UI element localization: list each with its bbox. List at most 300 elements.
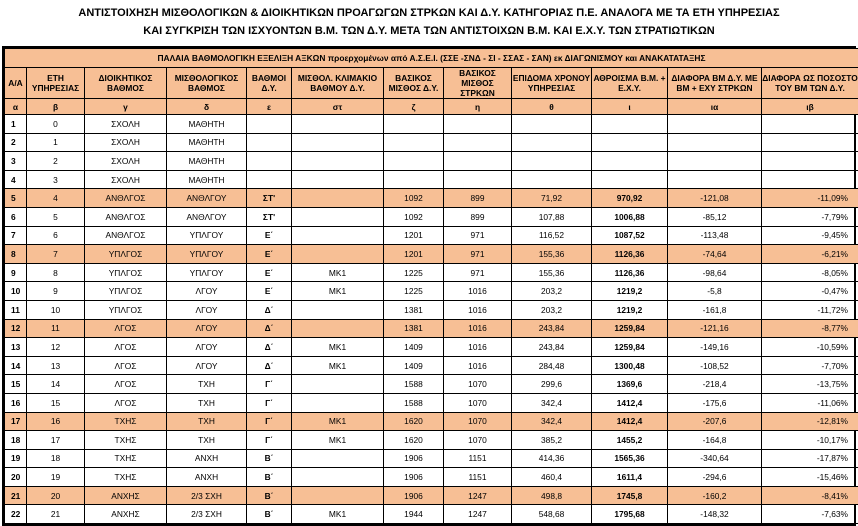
civil-base-salary-cell: 1092: [384, 189, 444, 208]
service-allowance-cell: [512, 133, 592, 152]
civil-grade-cell: Β΄: [247, 449, 292, 468]
pay-rank-cell: ΤΧΗ: [167, 393, 247, 412]
row-number-cell: 3: [5, 152, 27, 171]
military-base-salary-cell: 971: [444, 263, 512, 282]
service-allowance-cell: 548,68: [512, 505, 592, 524]
pay-rank-cell: ΥΠΛΓΟΥ: [167, 263, 247, 282]
civil-grade-cell: [247, 133, 292, 152]
civil-grade-cell: [247, 115, 292, 134]
civil-grade-cell: Γ΄: [247, 412, 292, 431]
row-number-cell: 1: [5, 115, 27, 134]
difference-percent-cell: -0,47%: [762, 282, 858, 301]
sum-cell: [592, 115, 668, 134]
difference-percent-cell: -9,45%: [762, 226, 858, 245]
civil-base-salary-cell: 1409: [384, 338, 444, 357]
military-base-salary-cell: 1151: [444, 468, 512, 487]
row-number-cell: 21: [5, 486, 27, 505]
table-banner: ΠΑΛΑΙΑ ΒΑΘΜΟΛΟΓΙΚΗ ΕΞΕΛΙΞΗ ΑΞΚΩΝ προερχομένων από Α.Σ.Ε.Ι. (ΣΣΕ -ΣΝΔ - ΣΙ - ΣΣΑΣ - ΣΑΝ) εκ ΔΙΑΓΩΝΙΣΜΟΥ και ΑΝΑΚΑΤΑΤΑΞΗΣ: [5, 49, 858, 68]
sum-cell: 1745,8: [592, 486, 668, 505]
civil-grade-cell: Ε΄: [247, 282, 292, 301]
military-base-salary-cell: 1016: [444, 338, 512, 357]
service-allowance-cell: 299,6: [512, 375, 592, 394]
header-row: [5, 68, 858, 99]
row-number-cell: 11: [5, 300, 27, 319]
column-letter: ε: [247, 99, 292, 115]
military-base-salary-cell: 1070: [444, 375, 512, 394]
sum-cell: 1795,68: [592, 505, 668, 524]
row-number-cell: 22: [5, 505, 27, 524]
header-cell: ΒΑΣΙΚΟΣ ΜΙΣΘΟΣ Δ.Υ.: [384, 68, 444, 99]
civil-base-salary-cell: 1588: [384, 375, 444, 394]
civil-grade-cell: ΣΤ': [247, 207, 292, 226]
military-base-salary-cell: 1247: [444, 486, 512, 505]
difference-cell: -164,8: [668, 431, 762, 450]
difference-cell: -121,16: [668, 319, 762, 338]
service-allowance-cell: 414,36: [512, 449, 592, 468]
service-allowance-cell: [512, 170, 592, 189]
pay-step-cell: [292, 375, 384, 394]
civil-grade-cell: Δ΄: [247, 319, 292, 338]
sum-cell: 1126,36: [592, 263, 668, 282]
civil-base-salary-cell: 1225: [384, 263, 444, 282]
pay-step-cell: [292, 300, 384, 319]
pay-step-cell: ΜΚ1: [292, 263, 384, 282]
years-cell: 11: [27, 319, 85, 338]
service-allowance-cell: 243,84: [512, 319, 592, 338]
column-letter: ια: [668, 99, 762, 115]
difference-percent-cell: -8,41%: [762, 486, 858, 505]
difference-cell: -149,16: [668, 338, 762, 357]
admin-rank-cell: ΥΠΛΓΟΣ: [85, 282, 167, 301]
header-cell: ΜΙΣΘΟΛ. ΚΛΙΜΑΚΙΟ ΒΑΘΜΟΥ Δ.Υ.: [292, 68, 384, 99]
difference-percent-cell: -7,79%: [762, 207, 858, 226]
column-letter: στ: [292, 99, 384, 115]
civil-base-salary-cell: 1201: [384, 226, 444, 245]
row-number-cell: 15: [5, 375, 27, 394]
military-base-salary-cell: 1016: [444, 356, 512, 375]
difference-percent-cell: -11,72%: [762, 300, 858, 319]
difference-percent-cell: -8,05%: [762, 263, 858, 282]
difference-cell: -340,64: [668, 449, 762, 468]
civil-grade-cell: Ε΄: [247, 245, 292, 264]
civil-base-salary-cell: 1620: [384, 431, 444, 450]
civil-base-salary-cell: 1906: [384, 486, 444, 505]
service-allowance-cell: 203,2: [512, 282, 592, 301]
header-cell: ΔΙΑΦΟΡΑ ΩΣ ΠΟΣΟΣΤΟ ΤΟΥ ΒΜ ΤΩΝ Δ.Υ.: [762, 68, 858, 99]
pay-step-cell: [292, 170, 384, 189]
pay-step-cell: [292, 226, 384, 245]
pay-step-cell: [292, 115, 384, 134]
military-base-salary-cell: 971: [444, 226, 512, 245]
row-number-cell: 16: [5, 393, 27, 412]
service-allowance-cell: 460,4: [512, 468, 592, 487]
pay-step-cell: ΜΚ1: [292, 431, 384, 450]
civil-grade-cell: Δ΄: [247, 338, 292, 357]
civil-grade-cell: Γ΄: [247, 393, 292, 412]
table-row: [5, 152, 858, 171]
row-number-cell: 12: [5, 319, 27, 338]
civil-grade-cell: Β΄: [247, 505, 292, 524]
admin-rank-cell: ΑΝΧΗΣ: [85, 505, 167, 524]
difference-cell: -121,08: [668, 189, 762, 208]
service-allowance-cell: 155,36: [512, 245, 592, 264]
column-letter: ιβ: [762, 99, 858, 115]
service-allowance-cell: [512, 152, 592, 171]
table-row: [5, 486, 858, 505]
sum-cell: 1369,6: [592, 375, 668, 394]
pay-rank-cell: ΛΓΟΥ: [167, 282, 247, 301]
difference-percent-cell: -10,17%: [762, 431, 858, 450]
years-cell: 10: [27, 300, 85, 319]
military-base-salary-cell: 1247: [444, 505, 512, 524]
header-cell: Α/Α: [5, 68, 27, 99]
military-base-salary-cell: 971: [444, 245, 512, 264]
admin-rank-cell: ΥΠΛΓΟΣ: [85, 300, 167, 319]
table-row: [5, 393, 858, 412]
civil-grade-cell: Γ΄: [247, 431, 292, 450]
military-base-salary-cell: [444, 152, 512, 171]
row-number-cell: 9: [5, 263, 27, 282]
table-row: [5, 170, 858, 189]
sum-cell: 1219,2: [592, 300, 668, 319]
pay-rank-cell: ΤΧΗ: [167, 375, 247, 394]
admin-rank-cell: ΤΧΗΣ: [85, 412, 167, 431]
pay-rank-cell: ΤΧΗ: [167, 412, 247, 431]
admin-rank-cell: ΣΧΟΛΗ: [85, 115, 167, 134]
difference-cell: [668, 133, 762, 152]
pay-rank-cell: ΥΠΛΓΟΥ: [167, 226, 247, 245]
civil-grade-cell: Γ΄: [247, 375, 292, 394]
difference-percent-cell: [762, 152, 858, 171]
difference-cell: [668, 115, 762, 134]
row-number-cell: 10: [5, 282, 27, 301]
title-line-2: ΚΑΙ ΣΥΓΚΡΙΣΗ ΤΩΝ ΙΣΧΥΟΝΤΩΝ Β.Μ. ΤΩΝ Δ.Υ. ΜΕΤΑ ΤΩΝ ΑΝΤΙΣΤΟΙΧΩΝ Β.Μ. ΚΑΙ Ε.Χ.Υ. ΤΩΝ ΣΤΡΑΤΙΩΤΙΚΩΝ: [0, 22, 858, 40]
military-base-salary-cell: 1070: [444, 412, 512, 431]
column-letter: ζ: [384, 99, 444, 115]
column-letter: θ: [512, 99, 592, 115]
admin-rank-cell: ΣΧΟΛΗ: [85, 152, 167, 171]
column-letter: δ: [167, 99, 247, 115]
sum-cell: 1259,84: [592, 319, 668, 338]
pay-step-cell: [292, 319, 384, 338]
military-base-salary-cell: [444, 115, 512, 134]
service-allowance-cell: 107,88: [512, 207, 592, 226]
difference-cell: -74,64: [668, 245, 762, 264]
sum-cell: 1126,36: [592, 245, 668, 264]
difference-cell: -218,4: [668, 375, 762, 394]
difference-percent-cell: -8,77%: [762, 319, 858, 338]
sum-cell: 1219,2: [592, 282, 668, 301]
sum-cell: 1087,52: [592, 226, 668, 245]
table-row: [5, 207, 858, 226]
pay-step-cell: [292, 449, 384, 468]
row-number-cell: 6: [5, 207, 27, 226]
pay-step-cell: ΜΚ1: [292, 338, 384, 357]
admin-rank-cell: ΣΧΟΛΗ: [85, 133, 167, 152]
service-allowance-cell: 116,52: [512, 226, 592, 245]
years-cell: 16: [27, 412, 85, 431]
header-cell: ΑΘΡΟΙΣΜΑ Β.Μ. + Ε.Χ.Υ.: [592, 68, 668, 99]
years-cell: 2: [27, 152, 85, 171]
difference-percent-cell: -11,09%: [762, 189, 858, 208]
service-allowance-cell: 155,36: [512, 263, 592, 282]
years-cell: 21: [27, 505, 85, 524]
difference-percent-cell: -15,46%: [762, 468, 858, 487]
civil-base-salary-cell: [384, 133, 444, 152]
civil-grade-cell: [247, 170, 292, 189]
military-base-salary-cell: 1070: [444, 393, 512, 412]
pay-step-cell: ΜΚ1: [292, 356, 384, 375]
civil-grade-cell: Β΄: [247, 468, 292, 487]
civil-base-salary-cell: 1225: [384, 282, 444, 301]
difference-cell: -160,2: [668, 486, 762, 505]
pay-rank-cell: ΛΓΟΥ: [167, 300, 247, 319]
pay-step-cell: [292, 207, 384, 226]
service-allowance-cell: 342,4: [512, 393, 592, 412]
pay-rank-cell: 2/3 ΣΧΗ: [167, 486, 247, 505]
row-number-cell: 20: [5, 468, 27, 487]
service-allowance-cell: 203,2: [512, 300, 592, 319]
civil-base-salary-cell: 1381: [384, 319, 444, 338]
difference-percent-cell: -11,06%: [762, 393, 858, 412]
pay-rank-cell: ΜΑΘΗΤΗ: [167, 152, 247, 171]
difference-cell: -148,32: [668, 505, 762, 524]
table-row: [5, 282, 858, 301]
row-number-cell: 13: [5, 338, 27, 357]
table-row: [5, 245, 858, 264]
years-cell: 9: [27, 282, 85, 301]
civil-base-salary-cell: [384, 115, 444, 134]
civil-base-salary-cell: 1620: [384, 412, 444, 431]
pay-rank-cell: ΑΝΘΛΓΟΥ: [167, 189, 247, 208]
civil-base-salary-cell: 1906: [384, 468, 444, 487]
row-number-cell: 17: [5, 412, 27, 431]
pay-rank-cell: 2/3 ΣΧΗ: [167, 505, 247, 524]
difference-cell: -85,12: [668, 207, 762, 226]
years-cell: 13: [27, 356, 85, 375]
admin-rank-cell: ΤΧΗΣ: [85, 468, 167, 487]
admin-rank-cell: ΑΝΧΗΣ: [85, 486, 167, 505]
difference-cell: -294,6: [668, 468, 762, 487]
pay-rank-cell: ΑΝΧΗ: [167, 468, 247, 487]
header-cell: ΒΑΘΜΟΙ Δ.Υ.: [247, 68, 292, 99]
difference-cell: [668, 170, 762, 189]
difference-cell: -98,64: [668, 263, 762, 282]
civil-base-salary-cell: 1906: [384, 449, 444, 468]
civil-grade-cell: [247, 152, 292, 171]
table-row: [5, 431, 858, 450]
pay-step-cell: [292, 393, 384, 412]
pay-step-cell: [292, 468, 384, 487]
admin-rank-cell: ΛΓΟΣ: [85, 393, 167, 412]
sum-cell: [592, 152, 668, 171]
pay-step-cell: [292, 486, 384, 505]
years-cell: 6: [27, 226, 85, 245]
title-line-1: ΑΝΤΙΣΤΟΙΧΗΣΗ ΜΙΣΘΟΛΟΓΙΚΩΝ & ΔΙΟΙΚΗΤΙΚΩΝ ΠΡΟΑΓΩΓΩΝ ΣΤΡΚΩΝ ΚΑΙ Δ.Υ. ΚΑΤΗΓΟΡΙΑΣ Π.Ε. ΑΝΑΛΟΓΑ ΜΕ ΤΑ ΕΤΗ ΥΠΗΡΕΣΙΑΣ: [0, 4, 858, 22]
admin-rank-cell: ΤΧΗΣ: [85, 431, 167, 450]
table-row: [5, 189, 858, 208]
table-row: [5, 338, 858, 357]
civil-base-salary-cell: [384, 152, 444, 171]
civil-base-salary-cell: 1944: [384, 505, 444, 524]
spreadsheet-table: [2, 46, 856, 526]
difference-cell: -5,8: [668, 282, 762, 301]
pay-rank-cell: ΛΓΟΥ: [167, 319, 247, 338]
difference-percent-cell: -13,75%: [762, 375, 858, 394]
civil-grade-cell: Β΄: [247, 486, 292, 505]
civil-base-salary-cell: 1201: [384, 245, 444, 264]
military-base-salary-cell: 1016: [444, 300, 512, 319]
years-cell: 1: [27, 133, 85, 152]
row-number-cell: 7: [5, 226, 27, 245]
admin-rank-cell: ΑΝΘΛΓΟΣ: [85, 226, 167, 245]
years-cell: 18: [27, 449, 85, 468]
pay-step-cell: [292, 189, 384, 208]
admin-rank-cell: ΣΧΟΛΗ: [85, 170, 167, 189]
civil-grade-cell: Δ΄: [247, 356, 292, 375]
admin-rank-cell: ΥΠΛΓΟΣ: [85, 245, 167, 264]
difference-percent-cell: -10,59%: [762, 338, 858, 357]
table-row: [5, 356, 858, 375]
table-row: [5, 468, 858, 487]
pay-rank-cell: ΜΑΘΗΤΗ: [167, 133, 247, 152]
difference-percent-cell: -17,87%: [762, 449, 858, 468]
years-cell: 0: [27, 115, 85, 134]
sum-cell: [592, 133, 668, 152]
sum-cell: 1565,36: [592, 449, 668, 468]
column-letter: η: [444, 99, 512, 115]
column-letter-row: [5, 99, 858, 115]
row-number-cell: 2: [5, 133, 27, 152]
difference-percent-cell: [762, 115, 858, 134]
difference-percent-cell: -12,81%: [762, 412, 858, 431]
admin-rank-cell: ΤΧΗΣ: [85, 449, 167, 468]
header-cell: ΜΙΣΘΟΛΟΓΙΚΟΣ ΒΑΘΜΟΣ: [167, 68, 247, 99]
admin-rank-cell: ΛΓΟΣ: [85, 338, 167, 357]
table-row: [5, 449, 858, 468]
pay-rank-cell: ΜΑΘΗΤΗ: [167, 170, 247, 189]
sum-cell: [592, 170, 668, 189]
civil-base-salary-cell: 1409: [384, 356, 444, 375]
table-row: [5, 226, 858, 245]
column-letter: ι: [592, 99, 668, 115]
civil-base-salary-cell: [384, 170, 444, 189]
table-row: [5, 319, 858, 338]
sum-cell: 1300,48: [592, 356, 668, 375]
table-row: [5, 375, 858, 394]
row-number-cell: 14: [5, 356, 27, 375]
sum-cell: 1412,4: [592, 393, 668, 412]
difference-percent-cell: [762, 170, 858, 189]
row-number-cell: 5: [5, 189, 27, 208]
table-row: [5, 263, 858, 282]
pay-step-cell: [292, 152, 384, 171]
header-cell: ΕΤΗ ΥΠΗΡΕΣΙΑΣ: [27, 68, 85, 99]
difference-percent-cell: -7,63%: [762, 505, 858, 524]
header-cell: ΒΑΣΙΚΟΣ ΜΙΣΘΟΣ ΣΤΡΚΩΝ: [444, 68, 512, 99]
pay-rank-cell: ΛΓΟΥ: [167, 356, 247, 375]
years-cell: 12: [27, 338, 85, 357]
pay-step-cell: [292, 133, 384, 152]
pay-step-cell: ΜΚ1: [292, 282, 384, 301]
sum-cell: 1006,88: [592, 207, 668, 226]
admin-rank-cell: ΛΓΟΣ: [85, 319, 167, 338]
military-base-salary-cell: 1016: [444, 282, 512, 301]
years-cell: 19: [27, 468, 85, 487]
difference-percent-cell: -7,70%: [762, 356, 858, 375]
difference-cell: [668, 152, 762, 171]
pay-step-cell: [292, 245, 384, 264]
table-row: [5, 412, 858, 431]
military-base-salary-cell: 1151: [444, 449, 512, 468]
years-cell: 7: [27, 245, 85, 264]
military-base-salary-cell: 1016: [444, 319, 512, 338]
difference-cell: -113,48: [668, 226, 762, 245]
column-letter: β: [27, 99, 85, 115]
admin-rank-cell: ΛΓΟΣ: [85, 375, 167, 394]
difference-cell: -161,8: [668, 300, 762, 319]
pay-rank-cell: ΜΑΘΗΤΗ: [167, 115, 247, 134]
service-allowance-cell: 498,8: [512, 486, 592, 505]
table-row: [5, 115, 858, 134]
header-cell: ΔΙΟΙΚΗΤΙΚΟΣ ΒΑΘΜΟΣ: [85, 68, 167, 99]
row-number-cell: 18: [5, 431, 27, 450]
difference-cell: -175,6: [668, 393, 762, 412]
admin-rank-cell: ΥΠΛΓΟΣ: [85, 263, 167, 282]
sum-cell: 1611,4: [592, 468, 668, 487]
years-cell: 17: [27, 431, 85, 450]
civil-base-salary-cell: 1092: [384, 207, 444, 226]
column-letter: α: [5, 99, 27, 115]
service-allowance-cell: 243,84: [512, 338, 592, 357]
civil-base-salary-cell: 1588: [384, 393, 444, 412]
table-banner-row: [5, 49, 858, 68]
difference-percent-cell: -6,21%: [762, 245, 858, 264]
service-allowance-cell: 342,4: [512, 412, 592, 431]
years-cell: 20: [27, 486, 85, 505]
service-allowance-cell: 284,48: [512, 356, 592, 375]
civil-grade-cell: Δ΄: [247, 300, 292, 319]
table-row: [5, 133, 858, 152]
civil-grade-cell: Ε΄: [247, 226, 292, 245]
difference-cell: -108,52: [668, 356, 762, 375]
row-number-cell: 4: [5, 170, 27, 189]
admin-rank-cell: ΑΝΘΛΓΟΣ: [85, 189, 167, 208]
sum-cell: 1412,4: [592, 412, 668, 431]
table-row: [5, 300, 858, 319]
admin-rank-cell: ΑΝΘΛΓΟΣ: [85, 207, 167, 226]
sum-cell: 1259,84: [592, 338, 668, 357]
row-number-cell: 19: [5, 449, 27, 468]
years-cell: 8: [27, 263, 85, 282]
pay-rank-cell: ΑΝΘΛΓΟΥ: [167, 207, 247, 226]
years-cell: 15: [27, 393, 85, 412]
admin-rank-cell: ΛΓΟΣ: [85, 356, 167, 375]
service-allowance-cell: 71,92: [512, 189, 592, 208]
row-number-cell: 8: [5, 245, 27, 264]
pay-rank-cell: ΛΓΟΥ: [167, 338, 247, 357]
civil-grade-cell: ΣΤ': [247, 189, 292, 208]
years-cell: 14: [27, 375, 85, 394]
years-cell: 3: [27, 170, 85, 189]
document-title: [0, 4, 858, 40]
military-base-salary-cell: [444, 133, 512, 152]
military-base-salary-cell: 1070: [444, 431, 512, 450]
military-base-salary-cell: 899: [444, 207, 512, 226]
sum-cell: 1455,2: [592, 431, 668, 450]
years-cell: 5: [27, 207, 85, 226]
difference-cell: -207,6: [668, 412, 762, 431]
